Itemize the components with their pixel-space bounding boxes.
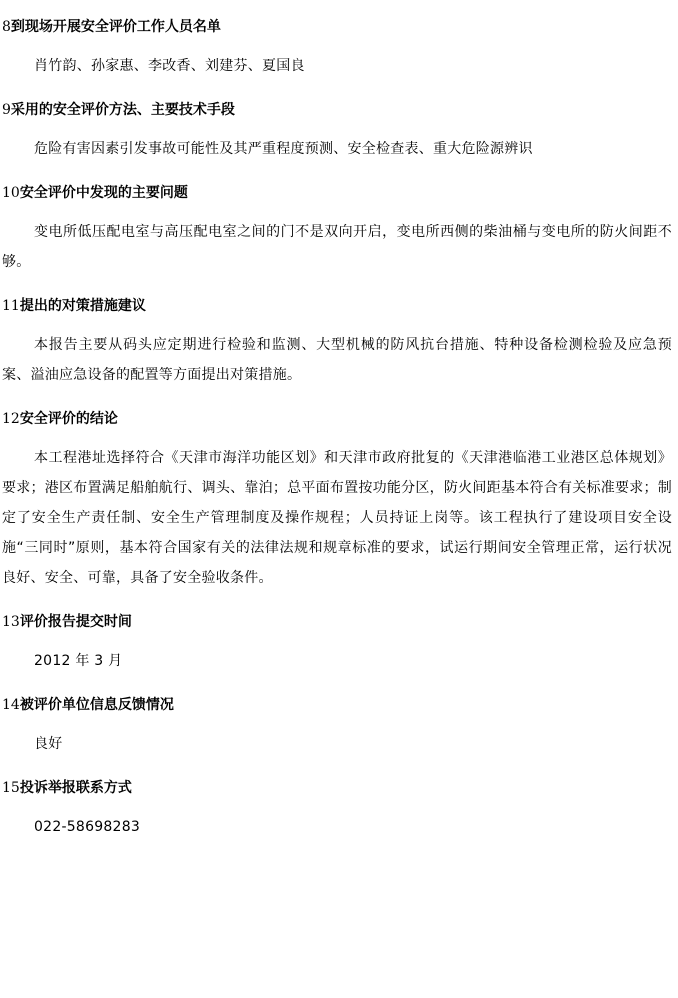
section-heading — [0, 17, 672, 37]
section-14 — [0, 695, 672, 759]
section-title: 投诉举报联系方式 — [19, 780, 132, 796]
section-title: 提出的对策措施建议 — [19, 298, 146, 314]
section-title: 被评价单位信息反馈情况 — [19, 697, 174, 713]
section-heading — [0, 296, 672, 316]
section-8 — [0, 17, 672, 81]
section-number: 11 — [2, 298, 20, 314]
section-number: 13 — [2, 614, 20, 630]
section-content: 危险有害因素引发事故可能性及其严重程度预测、安全检查表、重大危险源辨识 — [34, 141, 533, 157]
section-number: 15 — [2, 780, 20, 796]
section-number: 8 — [2, 19, 11, 35]
section-title: 安全评价中发现的主要问题 — [19, 185, 188, 201]
section-title: 采用的安全评价方法、主要技术手段 — [10, 102, 235, 118]
section-number: 10 — [2, 185, 20, 201]
section-heading — [0, 695, 672, 715]
section-13 — [0, 612, 672, 676]
section-heading — [0, 100, 672, 120]
section-number: 12 — [2, 411, 20, 427]
section-number: 9 — [2, 102, 11, 118]
section-content: 良好 — [34, 736, 63, 752]
section-title: 评价报告提交时间 — [19, 614, 132, 630]
section-heading — [0, 612, 672, 632]
section-9 — [0, 100, 672, 164]
section-content: 变电所低压配电室与高压配电室之间的门不是双向开启，变电所西侧的柴油桶与变电所的防火间距不够。 — [2, 224, 672, 270]
section-number: 14 — [2, 697, 20, 713]
section-content: 本报告主要从码头应定期进行检验和监测、大型机械的防风抗台措施、特种设备检测检验及应急预案、溢油应急设备的配置等方面提出对策措施。 — [2, 337, 672, 383]
section-12 — [0, 409, 672, 593]
section-heading — [0, 778, 672, 798]
section-heading — [0, 409, 672, 429]
section-heading — [0, 183, 672, 203]
section-15 — [0, 778, 672, 842]
section-content: 2012 年 3 月 — [34, 653, 123, 669]
section-content: 本工程港址选择符合《天津市海洋功能区划》和天津市政府批复的《天津港临港工业港区总体规划》要求；港区布置满足船舶航行、调头、靠泊；总平面布置按功能分区，防火间距基本符合有关标准要求；制定了安全生产责任制、安全生产管理制度及操作规程；人员持证上岗等。该工程执行了建设项目安全设施“三同时”原则，基本符合国家有关的法律法规和规章标准的要求，试运行期间安全管理正常，运行状况良好、安全、可靠，具备了安全验收条件。 — [2, 450, 672, 586]
section-title: 到现场开展安全评价工作人员名单 — [10, 19, 221, 35]
section-content: 肖竹韵、孙家惠、李改香、刘建芬、夏国良 — [34, 58, 305, 74]
section-title: 安全评价的结论 — [19, 411, 118, 427]
section-10 — [0, 183, 672, 277]
section-11 — [0, 296, 672, 390]
section-content: 022-58698283 — [34, 819, 141, 835]
